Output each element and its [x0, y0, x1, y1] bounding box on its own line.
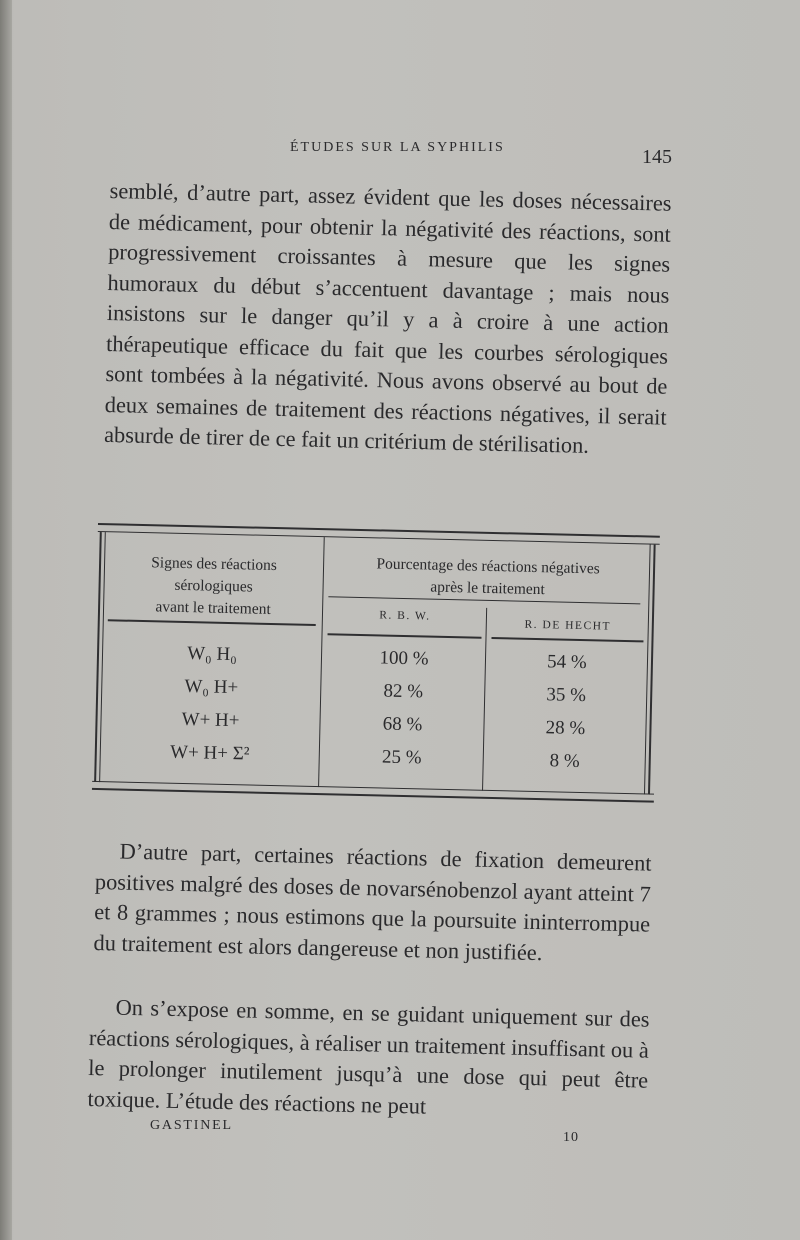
subheader-hecht: R. DE HECHT [524, 618, 612, 633]
column-divider [318, 537, 325, 787]
paragraph-1: semblé, d’autre part, assez évident que les doses nécessaires de médicament, pour obtenir la négativité des réactions, sont progressivement croissantes à mesure que les signes humoraux du début s’accentuent davantage ; mais nous insistons sur le danger qu’il y a à croire à une action thérapeutique efficace du fait que les courbes sérologiques sont tombées à la négativité. Nous avons observé au bout de deux semaines de traitement des réactions négatives, il serait absurde de tirer de ce fait un critérium de stérilisation. [103, 177, 672, 458]
signature-mark: GASTINEL [150, 1118, 233, 1133]
column-divider [482, 608, 487, 791]
header-line: avant le traitement [155, 598, 271, 618]
table-cell-signes: W+ H+ Σ² [169, 741, 250, 765]
table-cell-hecht: 8 % [549, 750, 580, 772]
header-bottom-rule [328, 633, 482, 638]
column-header-signes [110, 551, 317, 622]
table-cell-rbw: 82 % [383, 680, 424, 703]
table-cell-signes: W₀ H+ [184, 676, 239, 699]
table-cell-rbw: 100 % [379, 647, 429, 670]
table-cell-hecht: 35 % [546, 684, 587, 707]
table-cell-rbw: 25 % [381, 746, 422, 769]
page-number: 145 [642, 146, 672, 168]
header-line: après le traitement [430, 578, 546, 599]
table-cell-signes: W+ H+ [181, 708, 240, 732]
results-table [92, 523, 660, 806]
table-left-border [94, 532, 106, 782]
header-line: sérologiques [174, 576, 253, 596]
signature-number: 10 [563, 1130, 579, 1145]
paragraph-2: D’autre part, certaines réactions de fixation demeurent positives malgré des doses de novarsénobenzol ayant atteint 7 et 8 grammes ; nous estimons que la poursuite ininterrompue du traitement est alors dangereuse et non justifiée. [93, 838, 652, 965]
table-top-rule [98, 523, 660, 545]
table-cell-hecht: 28 % [545, 717, 586, 740]
table-cell-signes: W₀ H₀ [186, 643, 238, 666]
page-gutter-edge [0, 0, 12, 1240]
column-header-pourcentage [328, 552, 647, 603]
table-cell-hecht: 54 % [546, 651, 587, 674]
header-bottom-rule [491, 637, 643, 642]
running-head: ÉTUDES SUR LA SYPHILIS [290, 140, 505, 155]
subheader-rbw: R. B. W. [379, 609, 431, 623]
table-cell-rbw: 68 % [382, 713, 423, 736]
header-line: Pourcentage des réactions négatives [376, 555, 600, 578]
header-line: Signes des réactions [151, 554, 278, 575]
paragraph-3: On s’expose en somme, en se guidant uniquement sur des réactions sérologiques, à réaliser un traitement insuffisant ou à le prolonger inutilement jusqu’à une dose qui peut être toxique. L’étude des réactions ne peut [87, 994, 650, 1119]
table-bottom-rule [92, 781, 654, 803]
